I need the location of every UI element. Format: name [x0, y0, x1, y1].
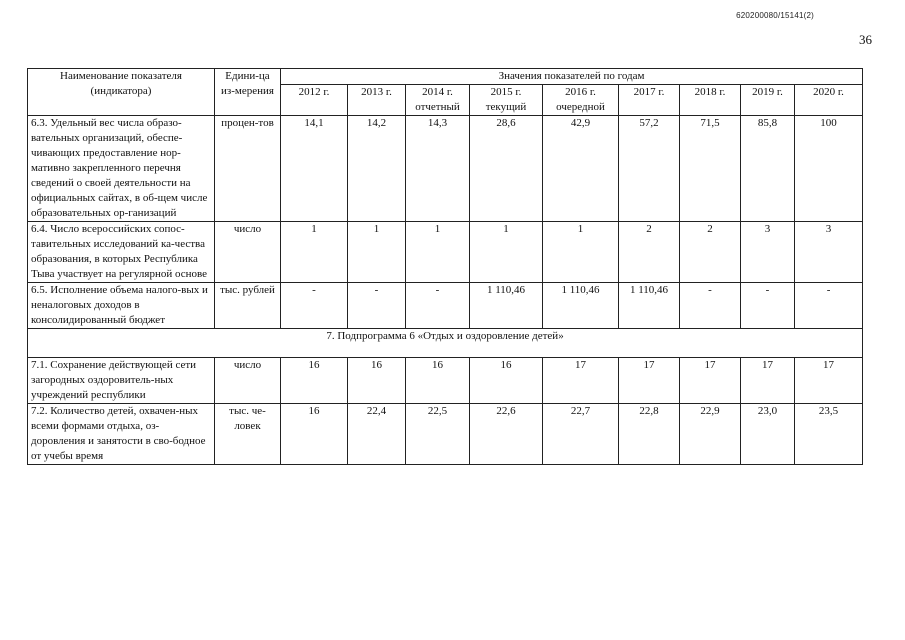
column-header-year: [406, 85, 470, 116]
value-cell: 28,6: [470, 116, 543, 222]
indicator-name-cell: 6.4. Число всероссийских сопос-тавительных исследований ка-чества образования, в которых Республика Тыва участвует на регулярной основе: [28, 222, 215, 283]
value-cell: 14,3: [406, 116, 470, 222]
unit-cell: число: [215, 358, 281, 404]
column-header-values-by-year: Значения показателей по годам: [281, 69, 863, 85]
unit-cell: число: [215, 222, 281, 283]
table-row: [28, 283, 863, 329]
value-cell: -: [406, 283, 470, 329]
year-label: 2016 г.: [565, 86, 596, 98]
value-cell: 22,6: [470, 404, 543, 465]
value-cell: 1 110,46: [543, 283, 619, 329]
value-cell: 1: [543, 222, 619, 283]
year-sublabel: отчетный: [415, 101, 460, 113]
column-header-indicator-name: Наименование показателя (индикатора): [28, 69, 215, 116]
column-header-year: [619, 85, 680, 116]
year-label: 2017 г.: [633, 86, 665, 98]
value-cell: 22,7: [543, 404, 619, 465]
value-cell: 1: [406, 222, 470, 283]
column-header-unit: Едини-ца из-мерения: [215, 69, 281, 116]
value-cell: -: [348, 283, 406, 329]
value-cell: 22,9: [680, 404, 741, 465]
value-cell: 14,2: [348, 116, 406, 222]
value-cell: 22,5: [406, 404, 470, 465]
column-header-year: [348, 85, 406, 116]
value-cell: 2: [680, 222, 741, 283]
value-cell: 1 110,46: [619, 283, 680, 329]
column-header-year: [281, 85, 348, 116]
indicator-name-cell: 6.3. Удельный вес числа образо-вательных организаций, обеспе-чивающих предоставление нор-мативно закрепленного перечня сведений о своей деятельности на официальных сайтах, в об-щем числе образовательных ор-ганизаций: [28, 116, 215, 222]
value-cell: 17: [619, 358, 680, 404]
value-cell: 16: [406, 358, 470, 404]
table-row: [28, 404, 863, 465]
value-cell: 1: [281, 222, 348, 283]
year-label: 2019 г.: [752, 86, 783, 98]
value-cell: 1 110,46: [470, 283, 543, 329]
value-cell: 3: [795, 222, 863, 283]
year-label: 2014 г.: [422, 86, 453, 98]
value-cell: 22,4: [348, 404, 406, 465]
value-cell: -: [281, 283, 348, 329]
value-cell: 85,8: [741, 116, 795, 222]
value-cell: -: [680, 283, 741, 329]
indicator-name-cell: 6.5. Исполнение объема налого-вых и неналоговых доходов в консолидированный бюджет: [28, 283, 215, 329]
column-header-year: [543, 85, 619, 116]
table-row: [28, 358, 863, 404]
section-title: 7. Подпрограмма 6 «Отдых и оздоровление детей»: [28, 329, 863, 358]
value-cell: 71,5: [680, 116, 741, 222]
value-cell: 2: [619, 222, 680, 283]
value-cell: 16: [470, 358, 543, 404]
value-cell: 16: [281, 358, 348, 404]
value-cell: 16: [281, 404, 348, 465]
value-cell: 3: [741, 222, 795, 283]
page-number: 36: [859, 32, 872, 47]
column-header-year: [470, 85, 543, 116]
value-cell: -: [741, 283, 795, 329]
value-cell: 17: [795, 358, 863, 404]
value-cell: 17: [741, 358, 795, 404]
value-cell: 14,1: [281, 116, 348, 222]
column-header-year: [680, 85, 741, 116]
table-body: [28, 116, 863, 465]
value-cell: 100: [795, 116, 863, 222]
unit-cell: процен-тов: [215, 116, 281, 222]
year-label: 2012 г.: [298, 86, 330, 98]
section-row: [28, 329, 863, 358]
unit-cell: тыс. рублей: [215, 283, 281, 329]
year-label: 2020 г.: [813, 86, 844, 98]
indicator-name-cell: 7.2. Количество детей, охвачен-ных всеми формами отдыха, оз-доровления и занятости в сво-бодное от учебы время: [28, 404, 215, 465]
table-header: [28, 69, 863, 116]
value-cell: 23,0: [741, 404, 795, 465]
value-cell: 1: [348, 222, 406, 283]
indicator-name-cell: 7.1. Сохранение действующей сети загородных оздоровитель-ных учреждений республики: [28, 358, 215, 404]
value-cell: 57,2: [619, 116, 680, 222]
year-label: 2013 г.: [361, 86, 392, 98]
value-cell: 16: [348, 358, 406, 404]
value-cell: 17: [680, 358, 741, 404]
year-sublabel: очередной: [556, 101, 605, 113]
year-label: 2015 г.: [490, 86, 522, 98]
table-row: [28, 222, 863, 283]
value-cell: 1: [470, 222, 543, 283]
column-header-year: [741, 85, 795, 116]
indicators-table: [27, 68, 863, 465]
value-cell: 23,5: [795, 404, 863, 465]
document-id: 620200080/15141(2): [736, 11, 814, 20]
value-cell: 42,9: [543, 116, 619, 222]
year-label: 2018 г.: [694, 86, 726, 98]
value-cell: 22,8: [619, 404, 680, 465]
year-sublabel: текущий: [485, 101, 527, 113]
unit-cell: тыс. че-ловек: [215, 404, 281, 465]
value-cell: -: [795, 283, 863, 329]
column-header-year: [795, 85, 863, 116]
value-cell: 17: [543, 358, 619, 404]
table-row: [28, 116, 863, 222]
